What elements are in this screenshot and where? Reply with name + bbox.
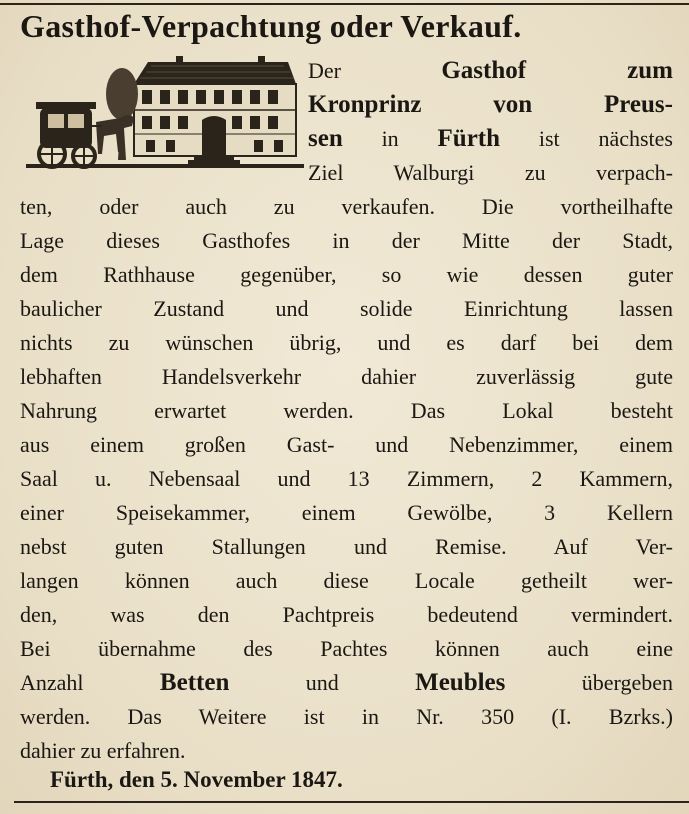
- headline: Gasthof-Verpachtung oder Verkauf.: [20, 8, 522, 44]
- text-line-5: [20, 190, 673, 224]
- text-run: dem Rathhause gegenüber, so wie dessen guter: [20, 262, 673, 287]
- text-line-1: [308, 54, 673, 88]
- inn-with-coach-woodcut: [26, 56, 304, 176]
- text-run: aus einem großen Gast- und Nebenzimmer, einem: [20, 432, 673, 457]
- text-run: Ziel Walburgi zu verpach-: [308, 160, 673, 185]
- emphasis-meubles: Meubles: [415, 669, 506, 696]
- text-run: lebhaften Handelsverkehr dahier zuverlässig gute: [20, 364, 673, 389]
- text-run: den, was den Pachtpreis bedeutend vermindert.: [20, 602, 673, 627]
- text-run: ten, oder auch zu verkaufen. Die vortheilhafte: [20, 194, 673, 219]
- inn-name-part: Kronprinz von Preus-: [308, 91, 673, 118]
- text-run: Nahrung erwartet werden. Das Lokal besteht: [20, 398, 673, 423]
- text-line-18: [20, 632, 673, 666]
- text-run: Saal u. Nebensaal und 13 Zimmern, 2 Kammern,: [20, 466, 673, 491]
- text-line-17: [20, 598, 673, 632]
- text-line-9: [20, 326, 673, 360]
- text-line-14: [20, 496, 673, 530]
- text-line-11: [20, 394, 673, 428]
- text-line-7: [20, 258, 673, 292]
- text-run: Bei übernahme des Pachtes können auch eine: [20, 636, 673, 661]
- text-run: Der: [308, 58, 442, 83]
- text-run: ist nächstes: [500, 126, 673, 151]
- top-rule: [0, 3, 689, 5]
- text-run: baulicher Zustand und solide Einrichtung lassen: [20, 296, 673, 321]
- dateline: Fürth, den 5. November 1847.: [50, 767, 343, 792]
- text-line-15: [20, 530, 673, 564]
- text-line-3: [308, 122, 673, 156]
- bottom-rule: [14, 801, 689, 803]
- text-run: werden. Das Weitere ist in Nr. 350 (I. Bzrks.): [20, 704, 673, 729]
- text-line-20: [20, 700, 673, 734]
- text-run: langen können auch diese Locale getheilt wer-: [20, 568, 673, 593]
- text-line-19: [20, 666, 673, 700]
- text-line-8: [20, 292, 673, 326]
- inn-name-part: Gasthof zum: [441, 57, 673, 84]
- text-run: in: [342, 126, 438, 151]
- text-run: Anzahl: [20, 670, 160, 695]
- text-line-16: [20, 564, 673, 598]
- text-run: einer Speisekammer, einem Gewölbe, 3 Kellern: [20, 500, 673, 525]
- text-line-10: [20, 360, 673, 394]
- text-run: und: [229, 670, 416, 695]
- text-line-4: [308, 156, 673, 190]
- text-line-13: [20, 462, 673, 496]
- text-line-6: [20, 224, 673, 258]
- inn-name-part: sen: [308, 125, 343, 152]
- text-run: dahier zu erfahren.: [20, 738, 186, 763]
- text-line-2: [308, 88, 673, 122]
- town-name: Fürth: [437, 125, 501, 152]
- emphasis-betten: Betten: [159, 669, 230, 696]
- text-run: Lage dieses Gasthofes in der Mitte der Stadt,: [20, 228, 673, 253]
- text-run: nebst guten Stallungen und Remise. Auf Ver-: [20, 534, 673, 559]
- text-run: nichts zu wünschen übrig, und es darf bei dem: [20, 330, 673, 355]
- text-run: übergeben: [505, 670, 673, 695]
- text-line-12: [20, 428, 673, 462]
